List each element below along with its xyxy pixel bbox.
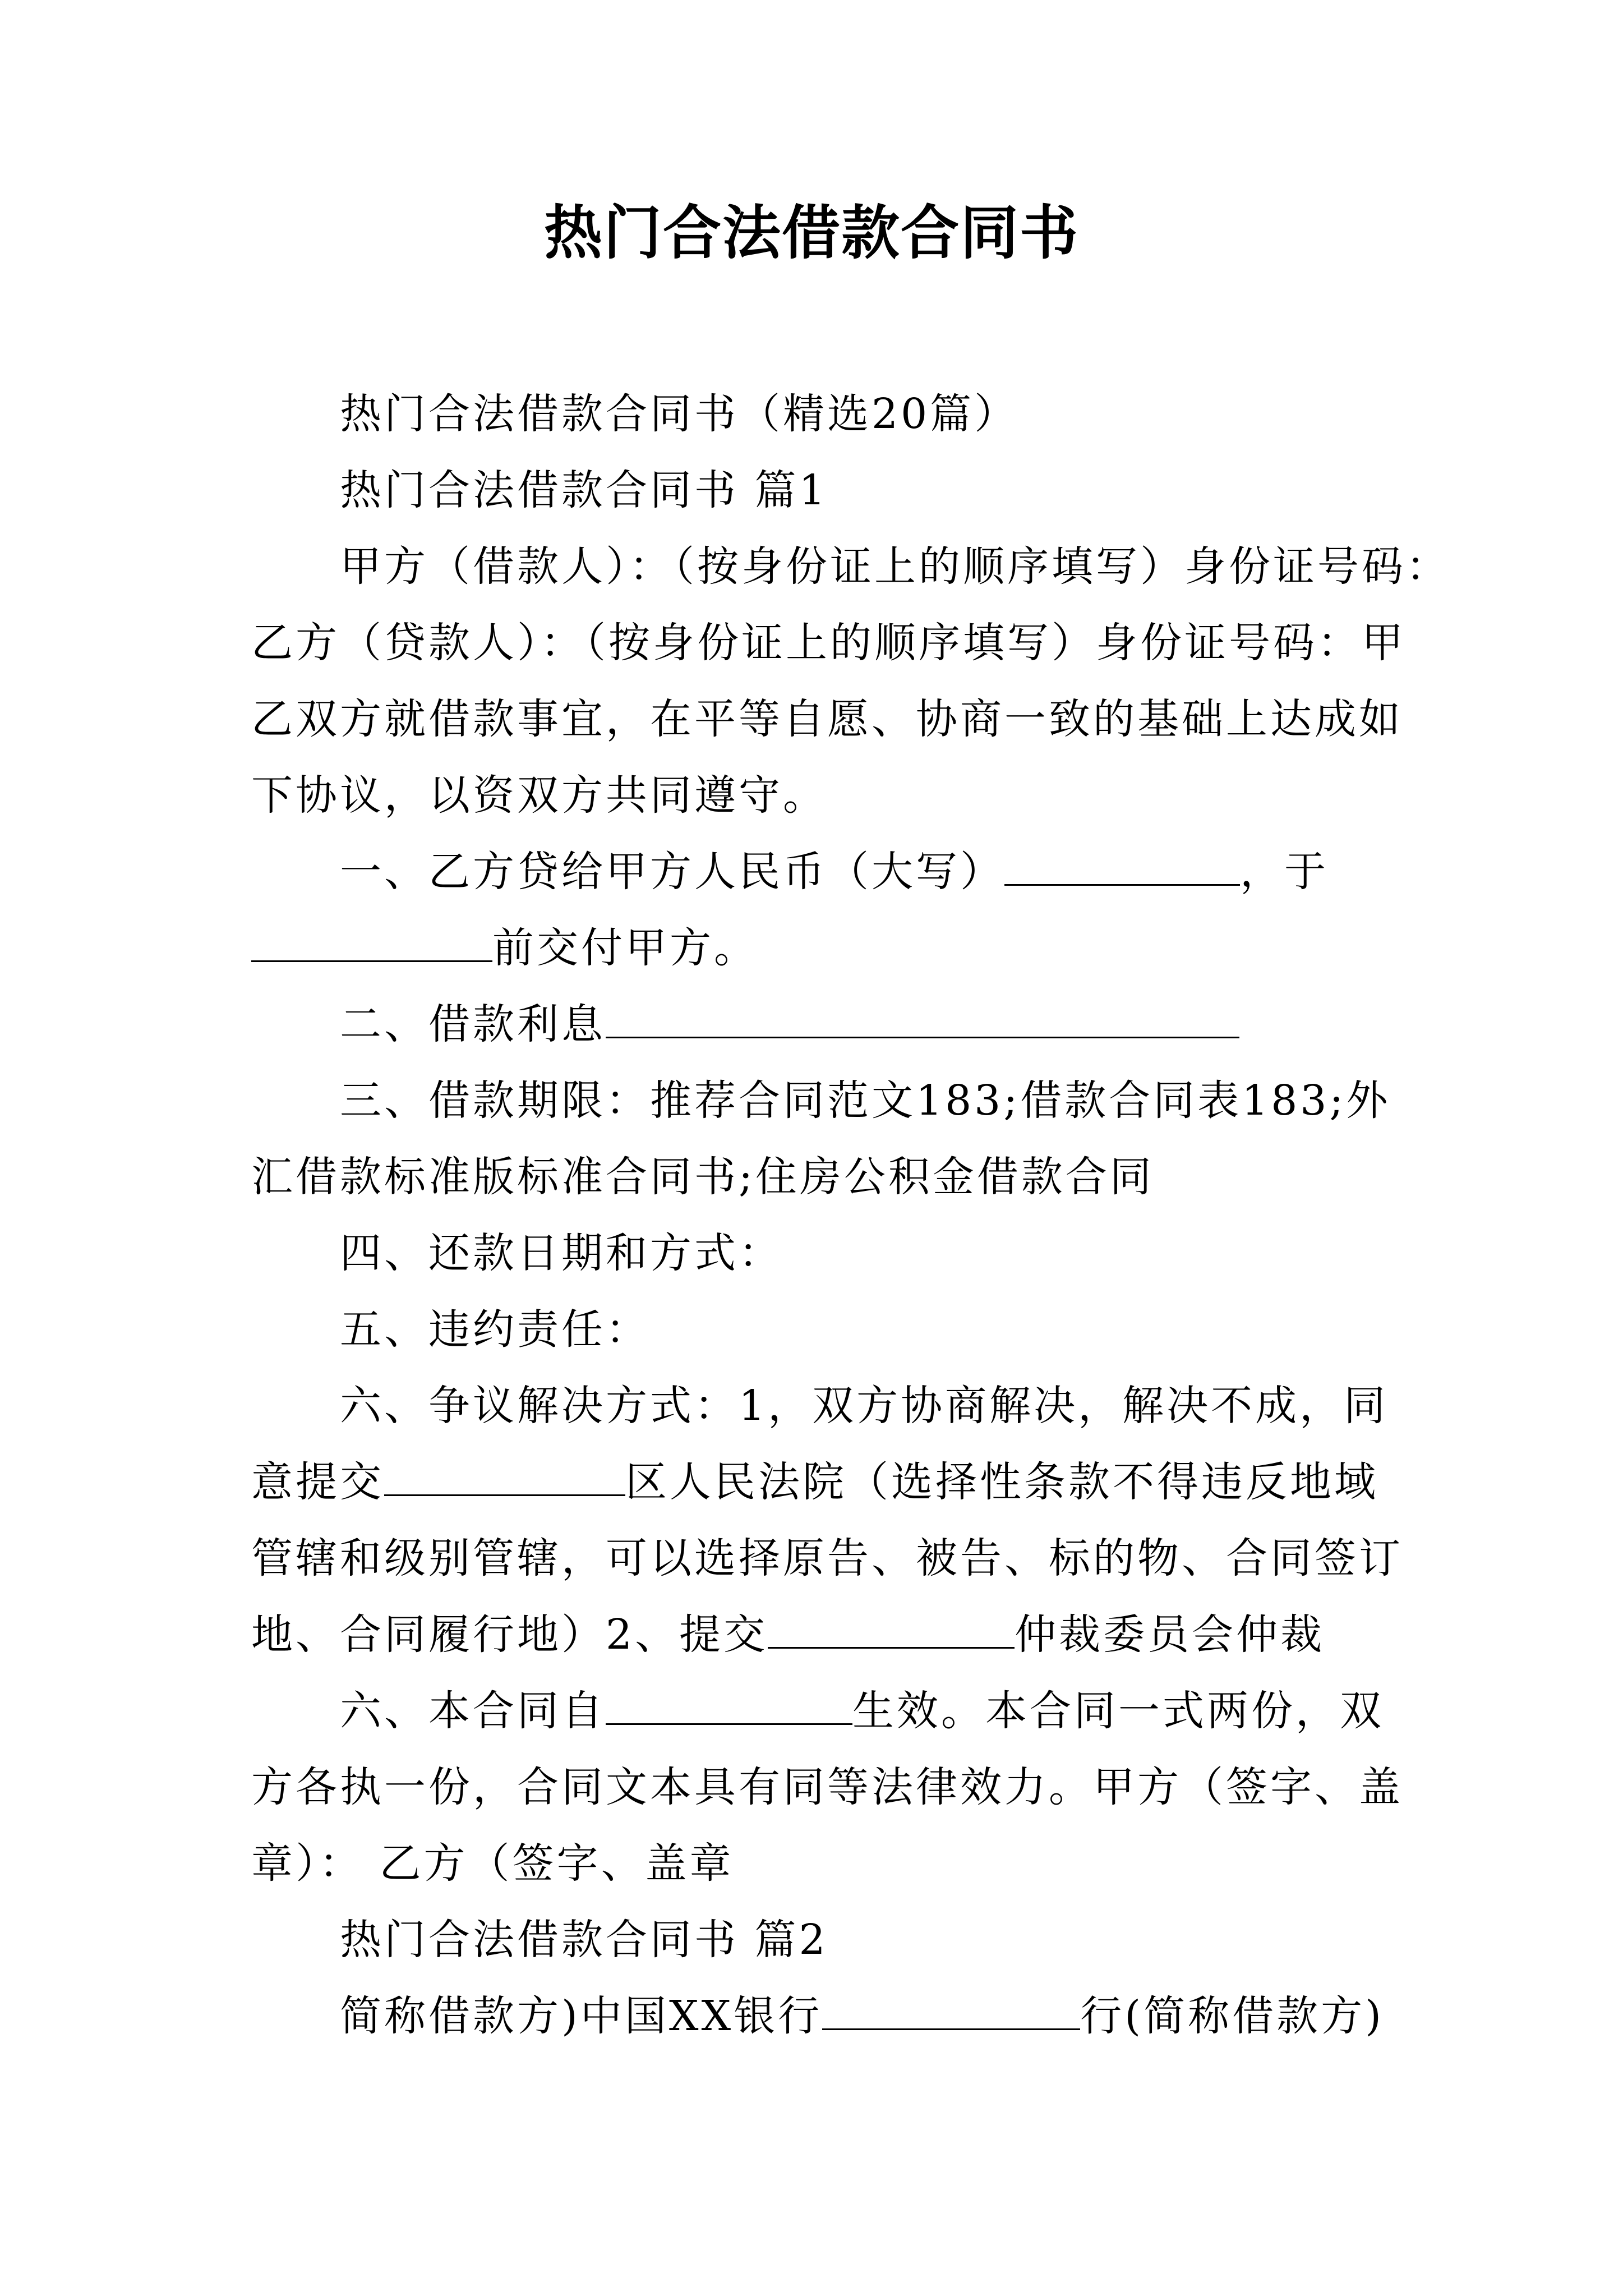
text-line-17 — [251, 1596, 1390, 1673]
bank-suffix: 行(简称借款方) — [1080, 1992, 1384, 2040]
text-line-8 — [251, 910, 1390, 986]
text-line-15 — [251, 1444, 1390, 1520]
text-line-11: 汇借款标准版标准合同书;住房公积金借款合同 — [251, 1153, 1154, 1201]
arbitration-text: 仲裁委员会仲裁 — [1015, 1611, 1325, 1659]
court-blank — [384, 1460, 625, 1496]
date-blank — [251, 926, 492, 962]
text-line-3: 甲方（借款人）：（按身份证上的顺序填写）身份证号码： — [340, 542, 1450, 591]
arbitration-label: 地、合同履行地）2、提交 — [251, 1611, 768, 1659]
submit-label: 意提交 — [251, 1458, 384, 1506]
text-line-20: 章）： 乙方（签字、盖章 — [251, 1839, 734, 1888]
amount-blank — [1004, 849, 1240, 886]
clause-1-end: 前交付甲方。 — [492, 924, 758, 972]
text-line-4: 乙方（贷款人）：（按身份证上的顺序填写）身份证号码：甲 — [251, 619, 1406, 667]
text-line-14: 六、争议解决方式：1，双方协商解决，解决不成，同 — [340, 1382, 1389, 1430]
text-line-13: 五、违约责任： — [340, 1305, 650, 1354]
text-line-6: 下协议，以资双方共同遵守。 — [251, 771, 827, 820]
bank-branch-blank — [822, 1994, 1080, 2030]
text-line-10: 三、借款期限：推荐合同范文183;借款合同表183;外 — [340, 1076, 1391, 1125]
effective-text: 生效。本合同一式两份，双 — [852, 1687, 1384, 1735]
text-line-21: 热门合法借款合同书 篇2 — [340, 1916, 828, 1964]
interest-blank — [606, 1002, 1239, 1038]
text-line-16: 管辖和级别管辖，可以选择原告、被告、标的物、合同签订 — [251, 1534, 1403, 1582]
text-line-18 — [251, 1673, 1390, 1749]
clause-1-suffix: ，于 — [1240, 848, 1329, 896]
text-line-12: 四、还款日期和方式： — [340, 1229, 783, 1277]
document-body — [251, 376, 1450, 2054]
text-line-9 — [251, 986, 1390, 1062]
bank-label: 简称借款方)中国XX银行 — [340, 1992, 823, 2040]
text-line-22 — [251, 1978, 1390, 2054]
text-line-1: 热门合法借款合同书（精选20篇） — [340, 390, 1019, 438]
interest-label: 二、借款利息 — [340, 1000, 606, 1048]
arbitration-blank — [768, 1612, 1015, 1649]
effective-label: 六、本合同自 — [340, 1687, 606, 1735]
clause-1-label: 一、乙方贷给甲方人民币（大写） — [340, 848, 1004, 896]
text-line-19: 方各执一份，合同文本具有同等法律效力。甲方（签字、盖 — [251, 1763, 1403, 1811]
text-line-5: 乙双方就借款事宜，在平等自愿、协商一致的基础上达成如 — [251, 695, 1403, 743]
text-line-2: 热门合法借款合同书 篇1 — [340, 466, 828, 514]
effective-date-blank — [606, 1688, 852, 1725]
document-title: 热门合法借款合同书 — [543, 198, 1079, 267]
court-text: 区人民法院（选择性条款不得违反地域 — [625, 1458, 1378, 1506]
text-line-7 — [251, 834, 1390, 910]
